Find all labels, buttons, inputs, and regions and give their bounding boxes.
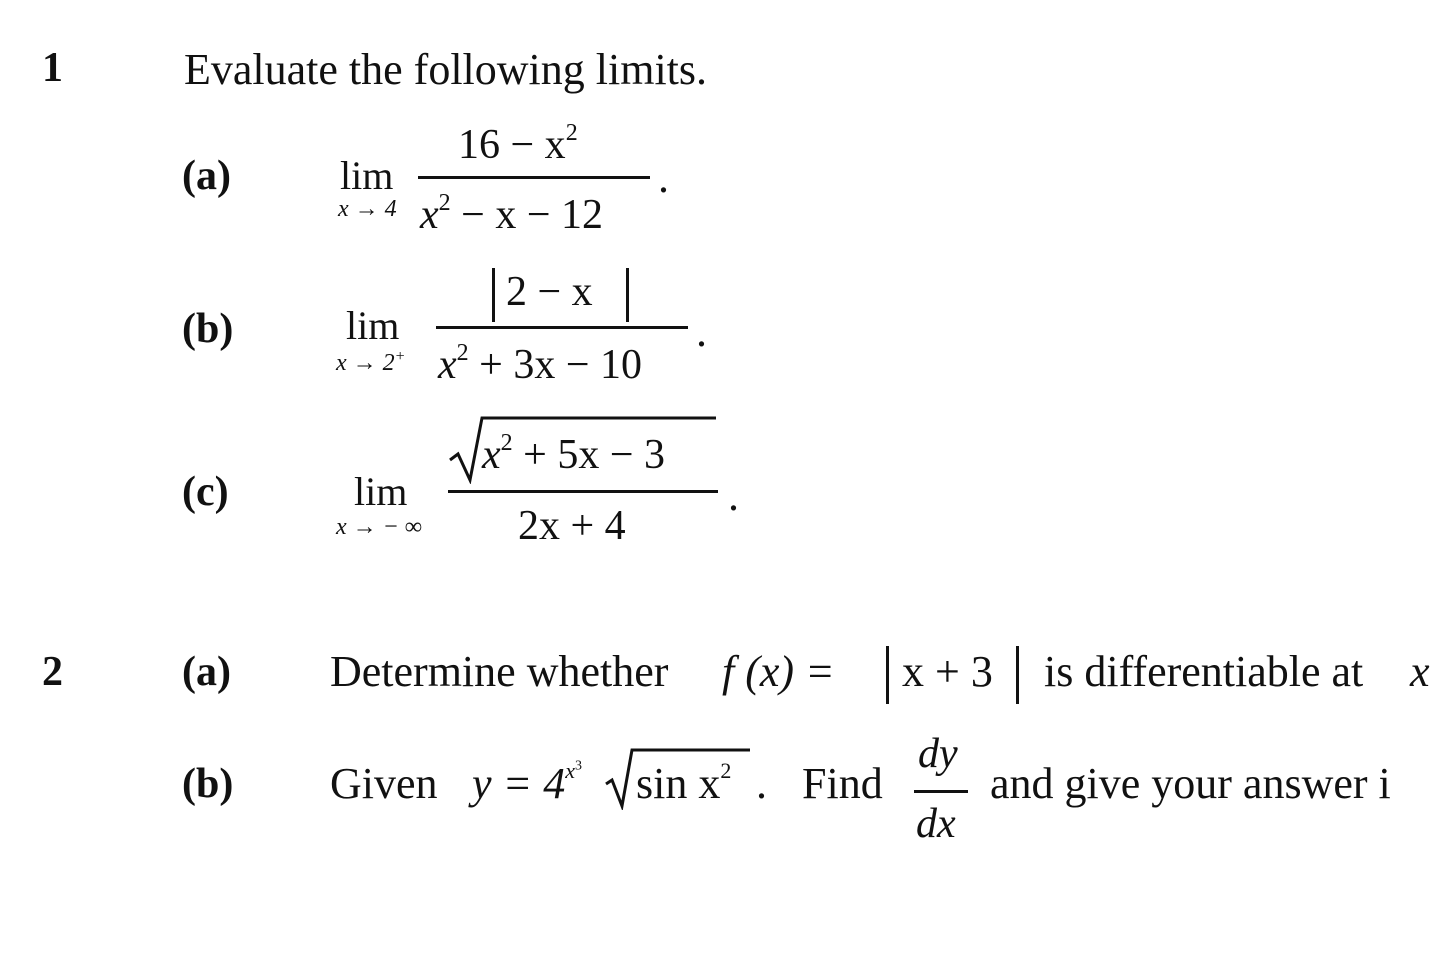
period-1a: . [658, 153, 669, 202]
fraction-bar-1b [436, 326, 688, 329]
abs-bar-left-2a [886, 646, 889, 704]
numerator-1b: 2 − x [506, 269, 593, 315]
derivative-denominator-2b: dx [916, 801, 956, 847]
fraction-bar-1a [418, 176, 650, 179]
question-1-prompt: Evaluate the following limits. [184, 45, 708, 94]
abs-content-2a: x + 3 [902, 647, 993, 696]
equation-2b: $y = 4^{x^3}$ [472, 758, 582, 808]
period-2b: . [756, 759, 767, 808]
text-2b-intro: Given [330, 759, 438, 808]
period-1c: . [728, 471, 739, 520]
denominator-1c: 2x + 4 [518, 503, 626, 549]
text-2a-tail: is differentiable at [1044, 647, 1364, 696]
denominator-1a: $x^2 - x - 12$ [420, 190, 604, 238]
limit-operator-1c: lim [354, 469, 408, 514]
abs-bar-left-1b [492, 268, 495, 322]
abs-bar-right-2a [1016, 646, 1019, 704]
limit-subscript-1b: x → 2+ [336, 348, 406, 376]
sqrt-content-2b: $\sin x^2$ [636, 758, 732, 808]
abs-bar-right-1b [626, 268, 629, 322]
text-2a-intro: Determine whether [330, 647, 669, 696]
limit-subscript-1c: x → − ∞ [336, 514, 422, 540]
part-label-1c: (c) [182, 469, 229, 515]
part-label-2a: (a) [182, 649, 231, 695]
derivative-numerator-2b: dy [918, 731, 958, 777]
denominator-1b: $x^2 + 3x - 10$ [438, 340, 643, 388]
derivative-fraction-bar-2b [914, 790, 968, 793]
part-label-1b: (b) [182, 306, 234, 352]
period-1b: . [696, 307, 707, 356]
numerator-1a: $16 - x^2$ [458, 120, 578, 168]
variable-2a: x [1410, 647, 1430, 696]
numerator-1c: $x^2 + 5x - 3$ [482, 430, 666, 478]
question-number-2: 2 [42, 649, 63, 695]
text-2b-find: Find [802, 759, 883, 808]
function-expression-2a: f (x) = [722, 647, 835, 696]
question-number-1: 1 [42, 45, 63, 91]
part-label-2b: (b) [182, 761, 234, 807]
part-label-1a: (a) [182, 153, 231, 199]
text-2b-tail: and give your answer i [990, 759, 1391, 808]
limit-subscript-1a: x → 4 [338, 196, 397, 222]
fraction-bar-1c [448, 490, 718, 493]
limit-operator-1b: lim [346, 303, 400, 348]
limit-operator-1a: lim [340, 153, 394, 198]
